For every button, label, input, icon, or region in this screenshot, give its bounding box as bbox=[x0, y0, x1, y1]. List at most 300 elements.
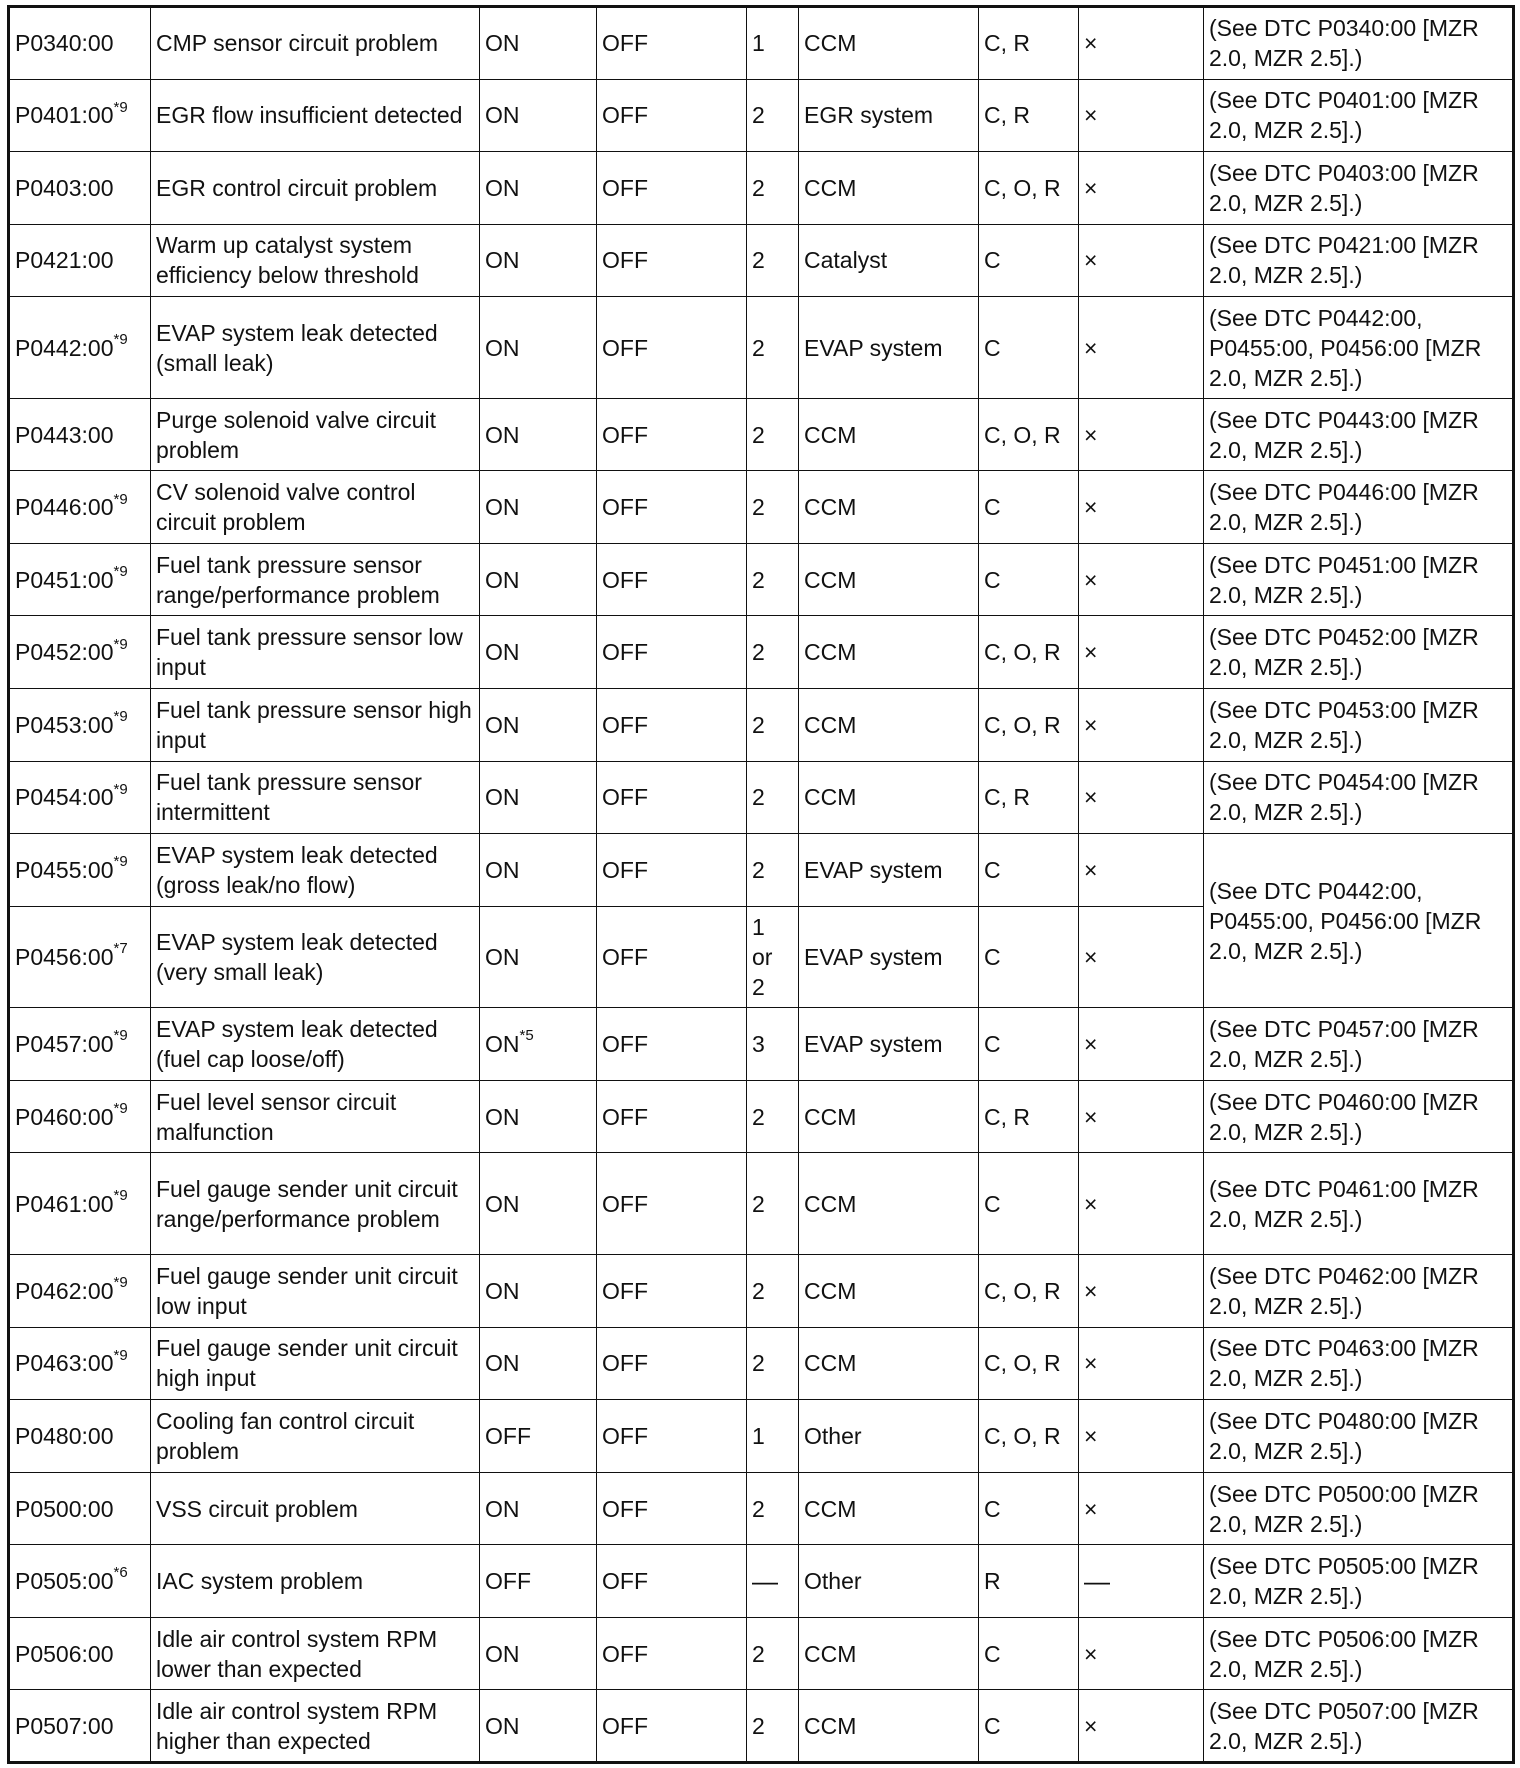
reference-cell-text: (See DTC P0453:00 [MZR 2.0, MZR 2.5].) bbox=[1209, 696, 1479, 753]
mil-cell-text: ON bbox=[485, 639, 520, 666]
mil-cell bbox=[480, 224, 597, 297]
dtc-description-cell bbox=[151, 1008, 480, 1081]
drive-cycle-cell-text: 2 bbox=[752, 1495, 765, 1522]
mil-cell bbox=[480, 1472, 597, 1545]
memory-function-cell bbox=[1079, 152, 1204, 225]
dtc-code-cell-text: P0443:00 bbox=[15, 421, 114, 448]
dtc-code-cell-text: P0421:00 bbox=[15, 247, 114, 274]
memory-function-cell bbox=[1079, 1690, 1204, 1763]
table-row bbox=[9, 1327, 1514, 1400]
drive-cycle-cell bbox=[747, 224, 799, 297]
dtc-code-cell bbox=[9, 616, 151, 689]
self-test-type-cell bbox=[979, 1545, 1079, 1618]
self-test-type-cell-text: C, R bbox=[984, 1103, 1030, 1130]
mil-cell bbox=[480, 689, 597, 762]
self-test-type-cell bbox=[979, 616, 1079, 689]
status-cell bbox=[597, 1472, 747, 1545]
memory-function-cell bbox=[1079, 689, 1204, 762]
dtc-code-cell bbox=[9, 1690, 151, 1763]
self-test-type-cell-text: C bbox=[984, 334, 1001, 361]
mil-cell bbox=[480, 1255, 597, 1328]
monitor-item-cell bbox=[799, 689, 979, 762]
table-row bbox=[9, 471, 1514, 544]
mil-cell bbox=[480, 297, 597, 399]
dtc-description-cell bbox=[151, 1472, 480, 1545]
self-test-type-cell bbox=[979, 1255, 1079, 1328]
dtc-code-cell bbox=[9, 689, 151, 762]
dtc-code-cell bbox=[9, 1080, 151, 1153]
drive-cycle-cell-text: 2 bbox=[752, 1277, 765, 1304]
dtc-code-cell-footnote: *6 bbox=[113, 1564, 128, 1582]
table-row bbox=[9, 1255, 1514, 1328]
monitor-item-cell-text: Other bbox=[804, 1422, 862, 1449]
status-cell bbox=[597, 1008, 747, 1081]
monitor-item-cell-text: CCM bbox=[804, 1277, 857, 1304]
memory-function-cell bbox=[1079, 1153, 1204, 1255]
memory-function-cell bbox=[1079, 224, 1204, 297]
drive-cycle-cell-text: 3 bbox=[752, 1031, 765, 1058]
mil-cell-text: ON bbox=[485, 1277, 520, 1304]
dtc-code-cell-text: P0461:00 bbox=[15, 1190, 114, 1217]
status-cell bbox=[597, 1617, 747, 1690]
dtc-code-cell bbox=[9, 398, 151, 471]
drive-cycle-cell-text: 2 bbox=[752, 1350, 765, 1377]
reference-cell bbox=[1204, 224, 1514, 297]
dtc-code-cell bbox=[9, 152, 151, 225]
monitor-item-cell bbox=[799, 471, 979, 544]
status-cell-text: OFF bbox=[602, 711, 648, 738]
monitor-item-cell bbox=[799, 1080, 979, 1153]
monitor-item-cell-text: EVAP system bbox=[804, 943, 943, 970]
mil-cell bbox=[480, 7, 597, 80]
drive-cycle-cell-text: 2 bbox=[752, 784, 765, 811]
status-cell bbox=[597, 543, 747, 616]
monitor-item-cell-text: CCM bbox=[804, 784, 857, 811]
reference-cell-text: (See DTC P0401:00 [MZR 2.0, MZR 2.5].) bbox=[1209, 87, 1479, 144]
memory-function-cell bbox=[1079, 398, 1204, 471]
mil-cell-text: ON bbox=[485, 943, 520, 970]
monitor-item-cell bbox=[799, 1472, 979, 1545]
self-test-type-cell-text: C, O, R bbox=[984, 639, 1061, 666]
reference-cell-text: (See DTC P0442:00, P0455:00, P0456:00 [MZR 2.0, MZR 2.5].) bbox=[1209, 304, 1482, 391]
self-test-type-cell bbox=[979, 152, 1079, 225]
status-cell bbox=[597, 1327, 747, 1400]
drive-cycle-cell-text: 1 or 2 bbox=[752, 913, 773, 1000]
dtc-description-cell-text: VSS circuit problem bbox=[156, 1495, 358, 1522]
table-row bbox=[9, 543, 1514, 616]
monitor-item-cell bbox=[799, 543, 979, 616]
drive-cycle-cell-text: 2 bbox=[752, 421, 765, 448]
dtc-code-cell-footnote: *7 bbox=[113, 940, 128, 958]
memory-function-cell-text: × bbox=[1084, 1277, 1098, 1304]
self-test-type-cell-text: C bbox=[984, 1031, 1001, 1058]
status-cell-text: OFF bbox=[602, 421, 648, 448]
status-cell-text: OFF bbox=[602, 1640, 648, 1667]
monitor-item-cell bbox=[799, 152, 979, 225]
self-test-type-cell bbox=[979, 1617, 1079, 1690]
status-cell-text: OFF bbox=[602, 566, 648, 593]
memory-function-cell-text: × bbox=[1084, 30, 1098, 57]
memory-function-cell bbox=[1079, 1400, 1204, 1473]
dtc-table bbox=[7, 5, 1515, 1764]
self-test-type-cell-text: C, O, R bbox=[984, 1350, 1061, 1377]
table-row bbox=[9, 1008, 1514, 1081]
dtc-description-cell bbox=[151, 1400, 480, 1473]
monitor-item-cell-text: CCM bbox=[804, 421, 857, 448]
memory-function-cell-text: × bbox=[1084, 102, 1098, 129]
reference-cell-text: (See DTC P0463:00 [MZR 2.0, MZR 2.5].) bbox=[1209, 1335, 1479, 1392]
memory-function-cell-text: × bbox=[1084, 1640, 1098, 1667]
self-test-type-cell-text: C, R bbox=[984, 102, 1030, 129]
status-cell-text: OFF bbox=[602, 30, 648, 57]
reference-cell-text: (See DTC P0507:00 [MZR 2.0, MZR 2.5].) bbox=[1209, 1697, 1479, 1754]
dtc-description-cell bbox=[151, 398, 480, 471]
dtc-code-cell-text: P0401:00 bbox=[15, 102, 114, 129]
monitor-item-cell bbox=[799, 1008, 979, 1081]
dtc-description-cell bbox=[151, 152, 480, 225]
dtc-description-cell-text: Idle air control system RPM higher than expected bbox=[156, 1697, 438, 1754]
monitor-item-cell bbox=[799, 834, 979, 907]
status-cell-text: OFF bbox=[602, 1422, 648, 1449]
reference-cell-text: (See DTC P0340:00 [MZR 2.0, MZR 2.5].) bbox=[1209, 15, 1479, 72]
monitor-item-cell-text: CCM bbox=[804, 1712, 857, 1739]
reference-cell bbox=[1204, 7, 1514, 80]
dtc-code-cell bbox=[9, 834, 151, 907]
monitor-item-cell-text: EVAP system bbox=[804, 334, 943, 361]
drive-cycle-cell bbox=[747, 543, 799, 616]
memory-function-cell bbox=[1079, 1545, 1204, 1618]
status-cell-text: OFF bbox=[602, 943, 648, 970]
dtc-description-cell-text: Fuel tank pressure sensor intermittent bbox=[156, 769, 422, 826]
memory-function-cell-text: × bbox=[1084, 174, 1098, 201]
mil-cell-text: ON bbox=[485, 1103, 520, 1130]
dtc-code-cell-footnote: *9 bbox=[113, 330, 128, 348]
dtc-description-cell-text: CMP sensor circuit problem bbox=[156, 30, 439, 57]
status-cell-text: OFF bbox=[602, 334, 648, 361]
memory-function-cell-text: × bbox=[1084, 1422, 1098, 1449]
self-test-type-cell-text: C bbox=[984, 1495, 1001, 1522]
memory-function-cell-text: × bbox=[1084, 421, 1098, 448]
reference-cell bbox=[1204, 1080, 1514, 1153]
self-test-type-cell-text: C, O, R bbox=[984, 1277, 1061, 1304]
dtc-table-body bbox=[9, 7, 1514, 1763]
reference-cell bbox=[1204, 1472, 1514, 1545]
dtc-code-cell bbox=[9, 761, 151, 834]
drive-cycle-cell bbox=[747, 398, 799, 471]
dtc-description-cell-text: Fuel tank pressure sensor low input bbox=[156, 624, 463, 681]
status-cell bbox=[597, 834, 747, 907]
reference-cell bbox=[1204, 1008, 1514, 1081]
status-cell bbox=[597, 616, 747, 689]
monitor-item-cell-text: Catalyst bbox=[804, 247, 888, 274]
table-row bbox=[9, 761, 1514, 834]
status-cell-text: OFF bbox=[602, 856, 648, 883]
self-test-type-cell bbox=[979, 398, 1079, 471]
dtc-description-cell bbox=[151, 616, 480, 689]
monitor-item-cell bbox=[799, 1545, 979, 1618]
status-cell bbox=[597, 398, 747, 471]
self-test-type-cell bbox=[979, 906, 1079, 1008]
memory-function-cell bbox=[1079, 1472, 1204, 1545]
memory-function-cell-text: × bbox=[1084, 856, 1098, 883]
dtc-description-cell-text: Fuel level sensor circuit malfunction bbox=[156, 1088, 397, 1145]
monitor-item-cell-text: Other bbox=[804, 1568, 862, 1595]
mil-cell-text: ON bbox=[485, 566, 520, 593]
memory-function-cell bbox=[1079, 1255, 1204, 1328]
dtc-code-cell bbox=[9, 471, 151, 544]
dtc-code-cell-footnote: *9 bbox=[113, 780, 128, 798]
dtc-code-cell bbox=[9, 1617, 151, 1690]
dtc-description-cell bbox=[151, 1327, 480, 1400]
mil-cell-text: OFF bbox=[485, 1568, 531, 1595]
reference-cell-text: (See DTC P0442:00, P0455:00, P0456:00 [MZR 2.0, MZR 2.5].) bbox=[1209, 877, 1482, 964]
dtc-code-cell bbox=[9, 1327, 151, 1400]
dtc-code-cell bbox=[9, 1545, 151, 1618]
status-cell-text: OFF bbox=[602, 174, 648, 201]
drive-cycle-cell-text: 2 bbox=[752, 494, 765, 521]
status-cell-text: OFF bbox=[602, 1712, 648, 1739]
drive-cycle-cell bbox=[747, 1008, 799, 1081]
dtc-code-cell-text: P0340:00 bbox=[15, 30, 114, 57]
drive-cycle-cell bbox=[747, 1327, 799, 1400]
dtc-code-cell-text: P0456:00 bbox=[15, 943, 114, 970]
memory-function-cell-text: × bbox=[1084, 1350, 1098, 1377]
status-cell-text: OFF bbox=[602, 1031, 648, 1058]
reference-cell-text: (See DTC P0500:00 [MZR 2.0, MZR 2.5].) bbox=[1209, 1480, 1479, 1537]
dtc-code-cell bbox=[9, 906, 151, 1008]
reference-cell-text: (See DTC P0505:00 [MZR 2.0, MZR 2.5].) bbox=[1209, 1553, 1479, 1610]
self-test-type-cell-text: C, O, R bbox=[984, 1422, 1061, 1449]
monitor-item-cell-text: CCM bbox=[804, 711, 857, 738]
dtc-code-cell-text: P0442:00 bbox=[15, 334, 114, 361]
memory-function-cell bbox=[1079, 471, 1204, 544]
dtc-code-cell-text: P0507:00 bbox=[15, 1712, 114, 1739]
monitor-item-cell bbox=[799, 224, 979, 297]
status-cell bbox=[597, 906, 747, 1008]
table-row bbox=[9, 152, 1514, 225]
mil-cell bbox=[480, 1690, 597, 1763]
dtc-description-cell-text: EVAP system leak detected (gross leak/no flow) bbox=[156, 841, 438, 898]
mil-cell-text: ON bbox=[485, 30, 520, 57]
dtc-description-cell bbox=[151, 224, 480, 297]
self-test-type-cell-text: C bbox=[984, 943, 1001, 970]
reference-cell bbox=[1204, 834, 1514, 1008]
drive-cycle-cell bbox=[747, 297, 799, 399]
reference-cell-text: (See DTC P0452:00 [MZR 2.0, MZR 2.5].) bbox=[1209, 624, 1479, 681]
self-test-type-cell bbox=[979, 1327, 1079, 1400]
self-test-type-cell-text: C bbox=[984, 494, 1001, 521]
dtc-description-cell-text: Fuel tank pressure sensor high input bbox=[156, 696, 472, 753]
dtc-description-cell-text: Fuel gauge sender unit circuit high input bbox=[156, 1335, 458, 1392]
dtc-description-cell-text: Fuel tank pressure sensor range/performance problem bbox=[156, 551, 440, 608]
self-test-type-cell-text: C bbox=[984, 1190, 1001, 1217]
mil-cell bbox=[480, 398, 597, 471]
monitor-item-cell-text: CCM bbox=[804, 494, 857, 521]
mil-cell bbox=[480, 471, 597, 544]
reference-cell-text: (See DTC P0454:00 [MZR 2.0, MZR 2.5].) bbox=[1209, 769, 1479, 826]
monitor-item-cell-text: EVAP system bbox=[804, 1031, 943, 1058]
dtc-code-cell-text: P0457:00 bbox=[15, 1031, 114, 1058]
monitor-item-cell-text: CCM bbox=[804, 1495, 857, 1522]
status-cell-text: OFF bbox=[602, 784, 648, 811]
status-cell-text: OFF bbox=[602, 1350, 648, 1377]
dtc-description-cell bbox=[151, 79, 480, 152]
table-row bbox=[9, 689, 1514, 762]
status-cell bbox=[597, 1545, 747, 1618]
dtc-description-cell-text: CV solenoid valve control circuit problem bbox=[156, 479, 416, 536]
dtc-description-cell bbox=[151, 1690, 480, 1763]
self-test-type-cell-text: C bbox=[984, 856, 1001, 883]
self-test-type-cell-text: C, O, R bbox=[984, 711, 1061, 738]
reference-cell bbox=[1204, 1545, 1514, 1618]
status-cell-text: OFF bbox=[602, 102, 648, 129]
reference-cell bbox=[1204, 1153, 1514, 1255]
drive-cycle-cell-text: 2 bbox=[752, 566, 765, 593]
mil-cell bbox=[480, 152, 597, 225]
table-row bbox=[9, 1617, 1514, 1690]
mil-cell bbox=[480, 543, 597, 616]
mil-cell-text: ON bbox=[485, 784, 520, 811]
status-cell bbox=[597, 1690, 747, 1763]
status-cell-text: OFF bbox=[602, 1568, 648, 1595]
table-row bbox=[9, 1080, 1514, 1153]
monitor-item-cell bbox=[799, 906, 979, 1008]
drive-cycle-cell bbox=[747, 689, 799, 762]
dtc-description-cell-text: EGR control circuit problem bbox=[156, 174, 438, 201]
reference-cell bbox=[1204, 297, 1514, 399]
self-test-type-cell bbox=[979, 224, 1079, 297]
drive-cycle-cell-text: 2 bbox=[752, 334, 765, 361]
memory-function-cell-text: × bbox=[1084, 1495, 1098, 1522]
reference-cell-text: (See DTC P0457:00 [MZR 2.0, MZR 2.5].) bbox=[1209, 1016, 1479, 1073]
self-test-type-cell bbox=[979, 297, 1079, 399]
mil-cell-text: ON bbox=[485, 1640, 520, 1667]
dtc-description-cell-text: Fuel gauge sender unit circuit low input bbox=[156, 1262, 458, 1319]
dtc-description-cell-text: EGR flow insufficient detected bbox=[156, 102, 463, 129]
mil-cell bbox=[480, 1545, 597, 1618]
dtc-description-cell bbox=[151, 297, 480, 399]
reference-cell-text: (See DTC P0480:00 [MZR 2.0, MZR 2.5].) bbox=[1209, 1407, 1479, 1464]
dtc-description-cell bbox=[151, 834, 480, 907]
dtc-description-cell bbox=[151, 1255, 480, 1328]
drive-cycle-cell bbox=[747, 761, 799, 834]
memory-function-cell-text: × bbox=[1084, 943, 1098, 970]
dtc-code-cell bbox=[9, 1255, 151, 1328]
dtc-code-cell bbox=[9, 543, 151, 616]
dtc-code-cell-text: P0500:00 bbox=[15, 1495, 114, 1522]
dtc-code-cell bbox=[9, 1472, 151, 1545]
self-test-type-cell bbox=[979, 471, 1079, 544]
self-test-type-cell bbox=[979, 1008, 1079, 1081]
status-cell bbox=[597, 152, 747, 225]
reference-cell bbox=[1204, 1690, 1514, 1763]
memory-function-cell-text: × bbox=[1084, 1103, 1098, 1130]
reference-cell-text: (See DTC P0451:00 [MZR 2.0, MZR 2.5].) bbox=[1209, 551, 1479, 608]
table-row bbox=[9, 1545, 1514, 1618]
drive-cycle-cell-text: 1 bbox=[752, 30, 765, 57]
mil-cell bbox=[480, 79, 597, 152]
dtc-code-cell-footnote: *9 bbox=[113, 1099, 128, 1117]
reference-cell bbox=[1204, 471, 1514, 544]
table-row bbox=[9, 834, 1514, 907]
reference-cell bbox=[1204, 616, 1514, 689]
monitor-item-cell-text: CCM bbox=[804, 174, 857, 201]
reference-cell-text: (See DTC P0506:00 [MZR 2.0, MZR 2.5].) bbox=[1209, 1625, 1479, 1682]
memory-function-cell-text: × bbox=[1084, 494, 1098, 521]
self-test-type-cell-text: C bbox=[984, 1640, 1001, 1667]
monitor-item-cell-text: CCM bbox=[804, 1190, 857, 1217]
dtc-code-cell-footnote: *9 bbox=[113, 1346, 128, 1364]
dtc-code-cell-footnote: *9 bbox=[113, 1274, 128, 1292]
drive-cycle-cell-text: 2 bbox=[752, 247, 765, 274]
memory-function-cell-text: × bbox=[1084, 566, 1098, 593]
reference-cell-text: (See DTC P0460:00 [MZR 2.0, MZR 2.5].) bbox=[1209, 1088, 1479, 1145]
dtc-code-cell bbox=[9, 1400, 151, 1473]
memory-function-cell-text: — bbox=[1084, 1566, 1110, 1597]
self-test-type-cell-text: C, R bbox=[984, 784, 1030, 811]
monitor-item-cell bbox=[799, 7, 979, 80]
mil-cell-text: ON bbox=[485, 1190, 520, 1217]
status-cell bbox=[597, 1080, 747, 1153]
dtc-description-cell bbox=[151, 7, 480, 80]
status-cell bbox=[597, 471, 747, 544]
mil-cell bbox=[480, 1327, 597, 1400]
reference-cell bbox=[1204, 1255, 1514, 1328]
mil-cell-text: ON bbox=[485, 1350, 520, 1377]
table-row bbox=[9, 79, 1514, 152]
self-test-type-cell bbox=[979, 689, 1079, 762]
mil-cell bbox=[480, 1080, 597, 1153]
memory-function-cell bbox=[1079, 297, 1204, 399]
drive-cycle-cell-text: 2 bbox=[752, 174, 765, 201]
reference-cell bbox=[1204, 1617, 1514, 1690]
status-cell bbox=[597, 224, 747, 297]
dtc-code-cell-text: P0446:00 bbox=[15, 494, 114, 521]
dtc-code-cell-text: P0454:00 bbox=[15, 784, 114, 811]
mil-cell-text: ON bbox=[485, 711, 520, 738]
dtc-description-cell-text: IAC system problem bbox=[156, 1568, 364, 1595]
dtc-description-cell-text: EVAP system leak detected (small leak) bbox=[156, 319, 438, 376]
dtc-description-cell-text: Purge solenoid valve circuit problem bbox=[156, 406, 436, 463]
dtc-description-cell bbox=[151, 1153, 480, 1255]
dtc-code-cell-text: P0463:00 bbox=[15, 1350, 114, 1377]
mil-cell bbox=[480, 834, 597, 907]
table-row bbox=[9, 297, 1514, 399]
drive-cycle-cell bbox=[747, 1545, 799, 1618]
mil-cell-text: ON bbox=[485, 1495, 520, 1522]
memory-function-cell-text: × bbox=[1084, 1190, 1098, 1217]
self-test-type-cell bbox=[979, 1472, 1079, 1545]
drive-cycle-cell bbox=[747, 834, 799, 907]
monitor-item-cell bbox=[799, 79, 979, 152]
drive-cycle-cell-text: 2 bbox=[752, 1103, 765, 1130]
dtc-code-cell bbox=[9, 79, 151, 152]
table-row bbox=[9, 616, 1514, 689]
table-row bbox=[9, 1690, 1514, 1763]
monitor-item-cell bbox=[799, 1153, 979, 1255]
reference-cell bbox=[1204, 543, 1514, 616]
status-cell-text: OFF bbox=[602, 639, 648, 666]
dtc-description-cell bbox=[151, 1617, 480, 1690]
status-cell bbox=[597, 79, 747, 152]
memory-function-cell bbox=[1079, 906, 1204, 1008]
status-cell bbox=[597, 7, 747, 80]
status-cell bbox=[597, 761, 747, 834]
self-test-type-cell-text: C bbox=[984, 566, 1001, 593]
monitor-item-cell-text: EVAP system bbox=[804, 856, 943, 883]
dtc-description-cell bbox=[151, 1080, 480, 1153]
dtc-code-cell-text: P0460:00 bbox=[15, 1103, 114, 1130]
